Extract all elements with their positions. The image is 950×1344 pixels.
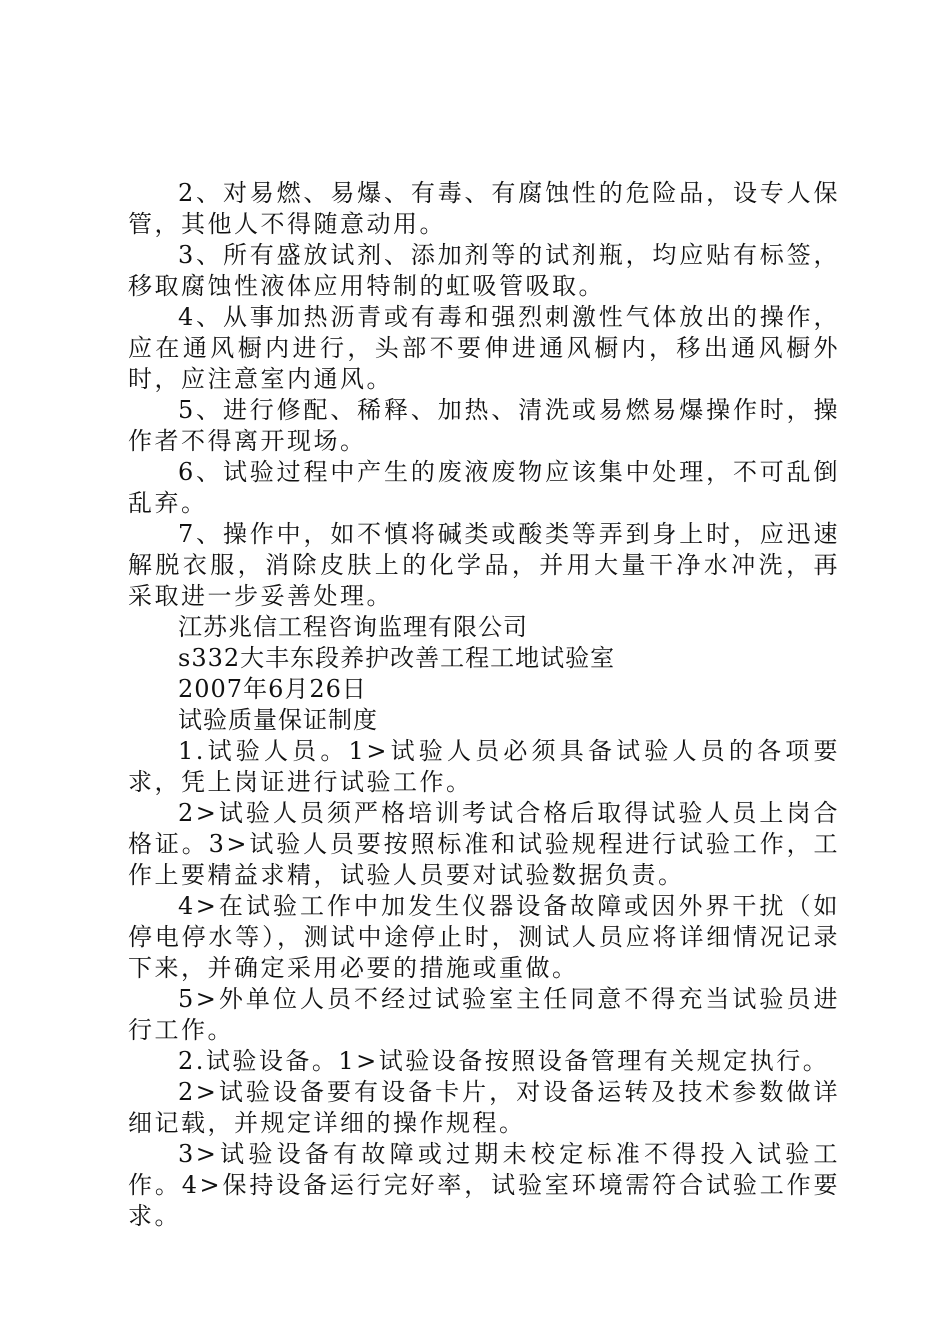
document-body: [128, 178, 840, 1232]
section-paragraph-outside-staff: 5>外单位人员不经过试验室主任同意不得充当试验员进行工作。: [128, 985, 840, 1044]
section-paragraph-equipment-faults: 3>试验设备有故障或过期未校定标准不得投入试验工作。4>保持设备运行完好率，试验室环境需符合试验工作要求。: [128, 1140, 840, 1230]
section-paragraph-equipment-cards: 2>试验设备要有设备卡片，对设备运转及技术参数做详细记载，并规定详细的操作规程。: [128, 1078, 840, 1137]
document-page: [128, 0, 840, 1344]
section-paragraph-interruption: 4>在试验工作中加发生仪器设备故障或因外界干扰（如停电停水等），测试中途停止时，测试人员应将详细情况记录下来，并确定采用必要的措施或重做。: [128, 892, 840, 982]
section-paragraph-personnel: 1.试验人员。1>试验人员必须具备试验人员的各项要求，凭上岗证进行试验工作。: [128, 737, 840, 796]
section-paragraph-training: 2>试验人员须严格培训考试合格后取得试验人员上岗合格证。3>试验人员要按照标准和试验规程进行试验工作，工作上要精益求精，试验人员要对试验数据负责。: [128, 799, 840, 889]
rule-paragraph-4: 4、从事加热沥青或有毒和强烈刺激性气体放出的操作，应在通风橱内进行，头部不要伸进通风橱内，移出通风橱外时，应注意室内通风。: [128, 303, 840, 393]
rule-paragraph-6: 6、试验过程中产生的废液废物应该集中处理，不可乱倒乱弃。: [128, 458, 840, 517]
signature-company: 江苏兆信工程咨询监理有限公司: [178, 613, 528, 641]
signature-date: 2007年6月26日: [178, 675, 367, 703]
signature-lab: s332大丰东段养护改善工程工地试验室: [178, 644, 616, 672]
rule-paragraph-5: 5、进行修配、稀释、加热、清洗或易燃易爆操作时，操作者不得离开现场。: [128, 396, 840, 455]
section-paragraph-equipment: 2.试验设备。1>试验设备按照设备管理有关规定执行。: [178, 1047, 830, 1075]
section-title: 试验质量保证制度: [178, 706, 378, 734]
rule-paragraph-3: 3、所有盛放试剂、添加剂等的试剂瓶，均应贴有标签，移取腐蚀性液体应用特制的虹吸管吸取。: [128, 241, 840, 300]
rule-paragraph-7: 7、操作中，如不慎将碱类或酸类等弄到身上时，应迅速解脱衣服，消除皮肤上的化学品，并用大量干净水冲洗，再采取进一步妥善处理。: [128, 520, 840, 610]
rule-paragraph-2: 2、对易燃、易爆、有毒、有腐蚀性的危险品，设专人保管，其他人不得随意动用。: [128, 179, 840, 238]
